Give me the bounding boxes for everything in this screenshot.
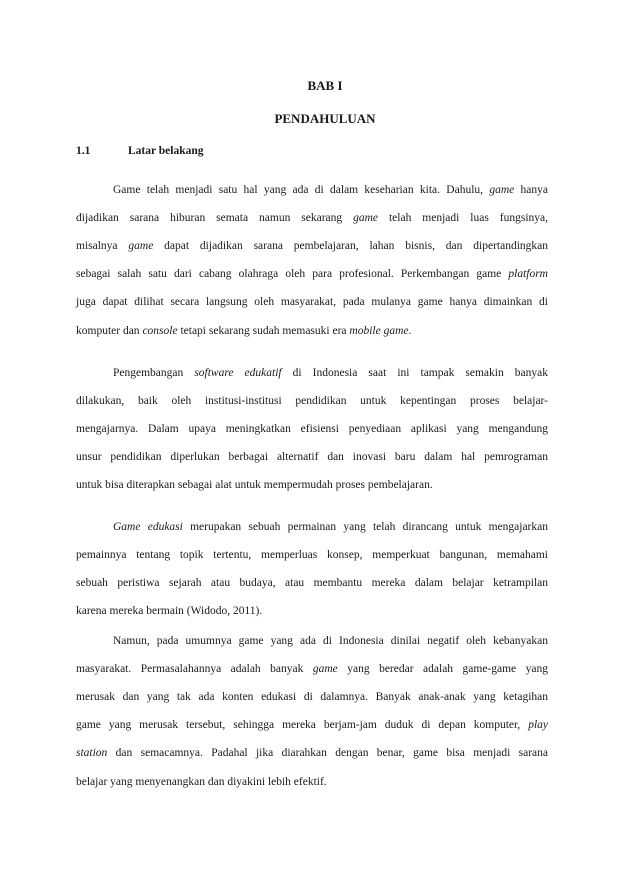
paragraph-line: [76, 239, 548, 253]
text-run: pemainnya tentang topik tertentu, memperluas konsep, memperkuat bangunan, memahami: [76, 549, 548, 562]
paragraph-line: [76, 478, 548, 492]
text-run: telah menjadi luas fungsinya,: [378, 212, 548, 225]
italic-term: game: [489, 184, 515, 196]
italic-term: game: [312, 663, 338, 676]
section-title: Latar belakang: [128, 145, 204, 157]
text-run: belajar yang menyenangkan dan diyakini lebih efektif.: [76, 775, 327, 788]
text-run: unsur pendidikan diperlukan berbagai alternatif dan inovasi baru dalam hal pemrograman: [76, 451, 548, 464]
text-run: dilakukan, baik oleh institusi-institusi pendidikan untuk kepentingan proses belajar-: [76, 395, 548, 408]
text-run: yang beredar adalah game-game yang: [337, 663, 548, 676]
italic-term: console: [142, 324, 178, 337]
paragraph-line: [76, 324, 548, 338]
text-run: Pengembangan: [113, 367, 195, 379]
paragraph-line: [76, 295, 548, 309]
italic-term: station: [76, 747, 108, 760]
text-run: merusak dan yang tak ada konten edukasi di dalamnya. Banyak anak-anak yang ketagihan: [76, 691, 548, 704]
text-run: dan semacamnya. Padahal jika diarahkan dengan benar, game bisa menjadi sarana: [107, 747, 548, 760]
italic-term: game: [353, 212, 379, 225]
italic-term: platform: [508, 268, 548, 281]
text-run: komputer dan: [76, 324, 143, 337]
text-run: Game telah menjadi satu hal yang ada di dalam keseharian kita. Dahulu,: [113, 184, 490, 196]
text-run: misalnya: [76, 240, 129, 253]
text-run: sebagai salah satu dari cabang olahraga oleh para profesional. Perkembangan game: [76, 268, 509, 281]
italic-term: game: [128, 240, 154, 253]
text-run: sebuah peristiwa sejarah atau budaya, atau membantu mereka dalam belajar ketrampilan: [76, 577, 548, 590]
italic-term: software edukatif: [194, 367, 282, 379]
text-run: untuk bisa diterapkan sebagai alat untuk mempermudah proses pembelajaran.: [76, 479, 433, 492]
text-run: merupakan sebuah permainan yang telah dirancang untuk mengajarkan: [182, 521, 548, 533]
text-run: hanya: [514, 184, 549, 196]
paragraph-line: [113, 366, 548, 380]
paragraph-line: [76, 746, 548, 760]
text-run: masyarakat. Permasalahannya adalah banyak: [76, 663, 313, 676]
text-run: dapat dijadikan sarana pembelajaran, lahan bisnis, dan dipertandingkan: [153, 240, 549, 253]
paragraph-line: [76, 211, 548, 225]
text-run: karena mereka bermain (Widodo, 2011).: [76, 605, 263, 618]
paragraph-line: [113, 634, 548, 648]
paragraph-line: [113, 183, 548, 197]
paragraph-line: [76, 775, 548, 789]
italic-term: play: [528, 719, 548, 732]
paragraph-line: [76, 690, 548, 704]
text-run: Namun, pada umumnya game yang ada di Indonesia dinilai negatif oleh kebanyakan: [113, 635, 548, 647]
paragraph-line: [76, 662, 548, 676]
text-run: di Indonesia saat ini tampak semakin banyak: [281, 367, 548, 379]
section-number: 1.1: [76, 145, 91, 157]
italic-term: mobile game: [349, 324, 409, 337]
paragraph-line: [76, 394, 548, 408]
text-run: game yang merusak tersebut, sehingga mereka berjam-jam duduk di depan komputer,: [76, 719, 529, 732]
text-run: dijadikan sarana hiburan semata namun sekarang: [76, 212, 354, 225]
paragraph-line: [76, 422, 548, 436]
paragraph-line: [76, 604, 548, 618]
chapter-heading: PENDAHULUAN: [274, 111, 376, 126]
text-run: .: [408, 324, 412, 337]
chapter-title: BAB I: [307, 78, 343, 93]
text-run: juga dapat dilihat secara langsung oleh masyarakat, pada mulanya game hanya dimainkan di: [76, 296, 548, 309]
paragraph-line: [76, 576, 548, 590]
text-run: mengajarnya. Dalam upaya meningkatkan efisiensi penyediaan aplikasi yang mengandung: [76, 423, 548, 436]
paragraph-line: [76, 548, 548, 562]
italic-term: Game edukasi: [113, 521, 183, 533]
paragraph-line: [76, 267, 548, 281]
section-heading: [76, 145, 204, 157]
paragraph-line: [76, 718, 548, 732]
text-run: tetapi sekarang sudah memasuki era: [177, 324, 350, 337]
paragraph-line: [76, 450, 548, 464]
paragraph-line: [113, 520, 548, 534]
